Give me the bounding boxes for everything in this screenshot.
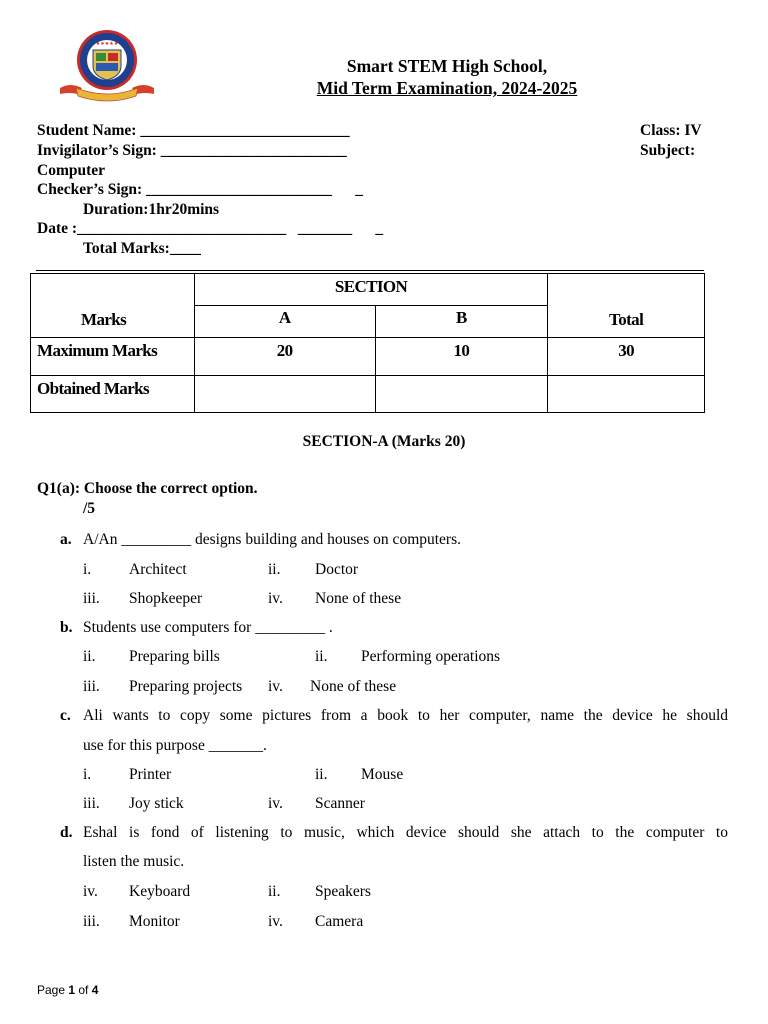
obtained-marks-label-cell (31, 376, 195, 413)
question-b-option-1-num: ii. (83, 648, 96, 665)
question-c-option-4-num: iv. (268, 795, 283, 812)
marks-table (30, 273, 705, 413)
page-of: of (75, 983, 92, 997)
question-c-option-2-num: ii. (315, 766, 328, 783)
question-d-text-line-2: listen the music. (83, 853, 185, 870)
obtained-marks-total-cell[interactable] (548, 376, 705, 413)
page-number: 1 (68, 983, 76, 997)
subject-label: Subject: (640, 142, 696, 159)
class-label: Class: IV (640, 122, 702, 139)
question-b-option-2-num: ii. (315, 648, 328, 665)
section-a-header-label: A (278, 308, 291, 327)
header-divider (36, 270, 704, 271)
school-name: Smart STEM High School, (346, 56, 548, 76)
obtained-marks-label: Obtained Marks (37, 379, 150, 398)
question-b-option-3: Preparing projects (129, 678, 243, 695)
question-c-option-1-num: i. (83, 766, 92, 783)
question-d-option-1-num: iv. (83, 883, 98, 900)
page-prefix: Page (37, 983, 69, 997)
student-name-line: Student Name: ___________________________ (37, 122, 350, 139)
q1-marks: /5 (83, 500, 96, 517)
question-c-option-2: Mouse (361, 766, 404, 783)
q1-title: Q1(a): Choose the correct option. (37, 480, 258, 497)
maximum-marks-a-value: 20 (276, 341, 293, 360)
question-a-option-4: None of these (315, 590, 402, 607)
question-d-option-1: Keyboard (129, 883, 191, 900)
question-a-option-2-num: ii. (268, 561, 281, 578)
question-a-option-2: Doctor (315, 561, 359, 578)
question-b-option-3-num: iii. (83, 678, 100, 695)
question-c-text-line-2: use for this purpose _______. (83, 737, 267, 754)
question-b-option-4-num: iv. (268, 678, 283, 695)
question-a-option-1: Architect (129, 561, 187, 578)
checker-sign-line: Checker’s Sign: ________________________ _ (37, 181, 364, 198)
question-b-option-2: Performing operations (361, 648, 501, 665)
marks-header-label: Marks (81, 310, 127, 329)
question-a-text: A/An _________ designs building and houses on computers. (83, 531, 462, 548)
page-footer (37, 983, 98, 997)
question-c-option-1: Printer (129, 766, 172, 783)
question-b-letter: b. (60, 619, 73, 636)
section-header-cell (194, 274, 547, 306)
question-c-letter: c. (60, 707, 71, 724)
date-line: Date :___________________________ _______ _ (37, 220, 384, 237)
question-a-letter: a. (60, 531, 72, 548)
question-c-option-4: Scanner (315, 795, 365, 812)
exam-title: Mid Term Examination, 2024-2025 (316, 78, 578, 98)
section-header-label: SECTION (334, 277, 408, 296)
maximum-marks-total-value: 30 (618, 341, 635, 360)
question-c-option-3-num: iii. (83, 795, 100, 812)
question-d-letter: d. (60, 824, 73, 841)
maximum-marks-a-cell (194, 338, 375, 376)
maximum-marks-total-cell (548, 338, 705, 376)
total-marks-line: Total Marks:____ (83, 240, 201, 257)
question-b-option-1: Preparing bills (129, 648, 220, 665)
question-a-option-3-num: iii. (83, 590, 100, 607)
question-a-option-1-num: i. (83, 561, 92, 578)
question-d-text-line-1: Eshal is fond of listening to music, which device should she attach to the computer to (83, 824, 728, 841)
question-a-option-3: Shopkeeper (129, 590, 203, 607)
maximum-marks-b-value: 10 (453, 341, 470, 360)
question-c-option-3: Joy stick (129, 795, 184, 812)
section-b-header-label: B (456, 308, 467, 327)
total-header-label: Total (609, 310, 644, 329)
question-d-option-2-num: ii. (268, 883, 281, 900)
question-d-option-2: Speakers (315, 883, 371, 900)
section-b-header-cell (375, 306, 548, 338)
question-b-text: Students use computers for _________ . (83, 619, 333, 636)
duration-label: Duration:1hr20mins (83, 201, 220, 218)
section-a-header-cell (194, 306, 375, 338)
marks-header-cell (31, 274, 195, 338)
svg-text:★★★★★: ★★★★★ (95, 41, 119, 47)
total-header-cell (548, 274, 705, 338)
obtained-marks-b-cell[interactable] (375, 376, 548, 413)
subject-value: Computer (37, 162, 106, 179)
question-d-option-4-num: iv. (268, 913, 283, 930)
question-d-option-3-num: iii. (83, 913, 100, 930)
question-c-text-line-1: Ali wants to copy some pictures from a book to her computer, name the device he should (83, 707, 728, 724)
question-a-option-4-num: iv. (268, 590, 283, 607)
invigilator-sign-line: Invigilator’s Sign: ________________________ (37, 142, 347, 159)
question-b-option-4: None of these (310, 678, 397, 695)
maximum-marks-label: Maximum Marks (37, 341, 158, 360)
question-d-option-3: Monitor (129, 913, 180, 930)
maximum-marks-b-cell (375, 338, 548, 376)
maximum-marks-label-cell (31, 338, 195, 376)
section-a-heading: SECTION-A (Marks 20) (302, 433, 466, 450)
obtained-marks-a-cell[interactable] (194, 376, 375, 413)
question-d-option-4: Camera (315, 913, 364, 930)
page-total: 4 (91, 983, 99, 997)
